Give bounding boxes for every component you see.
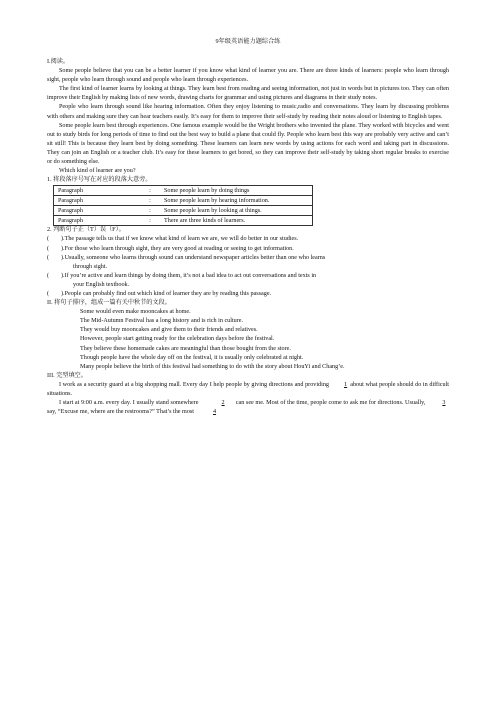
match-cell-colon: : — [140, 186, 160, 196]
true-false-continuation — [47, 263, 449, 272]
order-sentence: Some would even make mooncakes at home. — [80, 309, 191, 316]
match-cell-summary: There are three kinds of learners. — [160, 216, 313, 226]
match-cell-colon: : — [140, 216, 160, 226]
match-cell-colon: : — [140, 206, 160, 216]
cloze-paragraph-2 — [47, 399, 449, 417]
true-false-statement-continued: your English textbook. — [73, 281, 130, 288]
question-1-label: 1. 将段落序号写在对应的段落大意旁。 — [47, 177, 152, 184]
section-1-heading: I.阅读。 — [47, 59, 70, 65]
cloze-blank-3[interactable]: 3 — [442, 400, 446, 407]
cloze-blank-4[interactable]: 4 — [212, 409, 217, 416]
true-false-statement: ).For those who learn through sight, they are very good at reading or seeing to get information. — [61, 245, 294, 252]
match-row — [54, 206, 313, 216]
match-cell-summary: Some people learn by looking at things. — [160, 206, 313, 216]
true-false-statement: ).Usually, someone who learns through sound can understand newspaper articles better than one who learns — [61, 254, 326, 261]
true-false-statement: ).The passage tells us that if we know what kind of learn we are, we will do better in our studies. — [61, 236, 299, 243]
true-false-item — [47, 235, 449, 244]
reading-paragraph-2: The first kind of learner learns by looking at things. They learn best from reading and seeing information, not just in words but in pictures too. They can often improve their English by making lists of new words, drawing charts for grammar and using pictures and diagrams in their study notes. — [47, 86, 449, 102]
cloze-paragraph-1 — [47, 381, 449, 399]
match-cell-summary: Some people learn by hearing information. — [160, 196, 313, 206]
paragraph-match-table — [53, 185, 313, 226]
order-sentence: They believe these homemade cakes are meaningful than those bought from the store. — [80, 345, 291, 352]
match-cell-colon: : — [140, 196, 160, 206]
true-false-continuation — [47, 281, 449, 290]
match-row — [54, 196, 313, 206]
true-false-statement-continued: through sight. — [73, 263, 108, 270]
cloze-text: I work as a security guard at a big shopping mall. Every day I help people by giving directions and providing — [59, 381, 329, 388]
match-cell-paragraph: Paragraph — [54, 206, 141, 216]
match-cell-paragraph: Paragraph — [54, 196, 141, 206]
true-false-statement: ).If you’re active and learn things by doing them, it’s not a bad idea to act out conversations and texts in — [61, 272, 317, 279]
match-row — [54, 186, 313, 196]
worksheet-content — [47, 58, 449, 417]
reading-question-line: Which kind of learner are you? — [59, 168, 136, 175]
answer-paren: ( — [47, 236, 50, 243]
cloze-text: say, “Excuse me, where are the restrooms?” That’s the most — [47, 409, 194, 416]
cloze-blank-2[interactable]: 2 — [221, 400, 225, 407]
page-header-title: 9年级英语能力题综合练 — [215, 38, 281, 45]
match-cell-paragraph: Paragraph — [54, 186, 141, 196]
order-sentence: They would buy mooncakes and give them to their friends and relatives. — [80, 327, 258, 334]
question-2-label: 2. 判断句子正（T）误（F）。 — [47, 227, 125, 234]
order-sentence: Many people believe the birth of this festival had something to do with the story about HouYi and Chang’e. — [80, 363, 345, 370]
match-row — [54, 216, 313, 226]
match-cell-summary: Some people learn by doing things — [160, 186, 313, 196]
section-3-heading: III. 完型填空。 — [47, 372, 87, 379]
reading-paragraph-1: Some people believe that you can be a better learner if you know what kind of learner you are. There are three kinds of learners: people who learn through sight, people who learn through sound and people who learn through experiences. — [47, 68, 449, 84]
cloze-blank-1[interactable]: 1 — [344, 381, 348, 388]
answer-paren: ( — [47, 254, 50, 261]
reading-paragraph-4: Some people learn best through experiences. One famous example would be the Wright brothers who invented the plane. They worked with bicycles and went out to study birds for long periods of time to find out the best way to build a plane that could fly. People who learn best this way are probably very active and can’t sit still! This is because they learn best by doing something. These learners can learn new words by using actions for each word and taking part in discussions. They can join an English or a teacher club. It’s easy for these learners to get bored, so they can improve their self-study by taking short regular breaks to exercise or do something else. — [47, 122, 449, 166]
true-false-statement: ).People can probably find out which kind of learner they are by reading this passage. — [61, 290, 272, 297]
answer-paren: ( — [47, 290, 50, 297]
order-sentence: However, people start getting ready for the celebration days before the festival. — [80, 336, 275, 343]
true-false-item — [47, 245, 449, 254]
answer-paren: ( — [47, 245, 50, 252]
section-2-heading: II. 将句子排序，组成一篇有关中秋节的文段。 — [47, 300, 171, 307]
answer-paren: ( — [47, 272, 50, 279]
match-cell-paragraph: Paragraph — [54, 216, 141, 226]
cloze-text: can see me. Most of the time, people come to ask me for directions. Usually, — [235, 400, 426, 407]
cloze-text: I start at 9:00 a.m. every day. I usually stand somewhere — [59, 400, 199, 407]
true-false-item — [47, 290, 449, 299]
order-sentence: The Mid-Autumn Festival has a long history and is rich in culture. — [80, 318, 244, 325]
cloze-text: about what people should do in difficult situations. — [47, 381, 449, 397]
sentence-order-list — [47, 308, 449, 372]
true-false-item — [47, 272, 449, 281]
reading-paragraph-3: People who learn through sound like hearing information. Often they enjoy listening to music,radio and conversations. They learn by discussing problems with others and making sure they can hear teachers easily. It’s easy for them to improve their self-study by reading their notes aloud or listening to English tapes. — [47, 104, 449, 120]
true-false-item — [47, 254, 449, 263]
order-sentence: Though people have the whole day off on the festival, it is usually only celebrated at night. — [80, 354, 304, 361]
